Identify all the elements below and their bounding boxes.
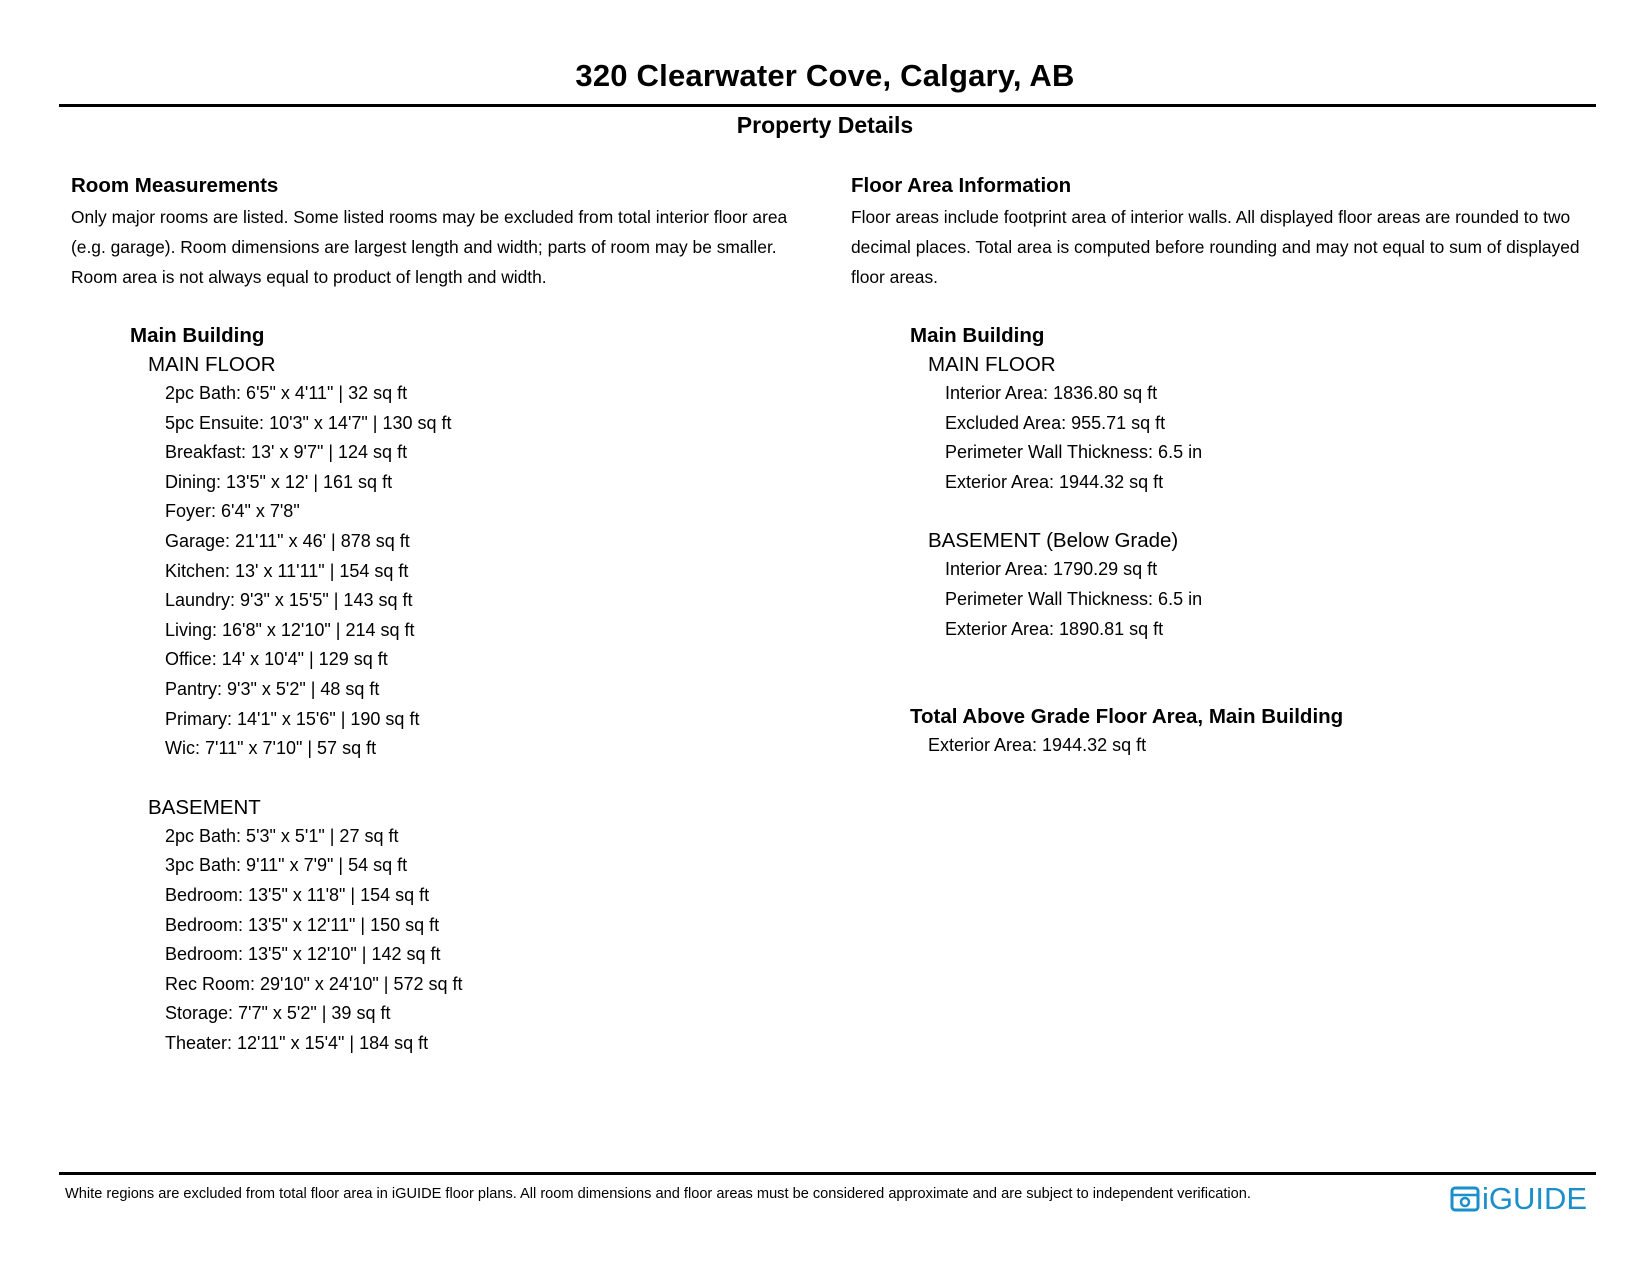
total-area-heading: Total Above Grade Floor Area, Main Building bbox=[910, 705, 1344, 729]
area-item: Perimeter Wall Thickness: 6.5 in bbox=[945, 588, 1203, 609]
room-measurements-desc-line: Room area is not always equal to product of length and width. bbox=[71, 267, 547, 287]
footer-divider bbox=[59, 1172, 1596, 1175]
floor-area-desc-line: Floor areas include footprint area of interior walls. All displayed floor areas are rounded to two bbox=[851, 207, 1571, 227]
room-item: Primary: 14'1" x 15'6" | 190 sq ft bbox=[165, 708, 420, 729]
room-item: Office: 14' x 10'4" | 129 sq ft bbox=[165, 649, 388, 670]
floor-label-main: MAIN FLOOR bbox=[148, 353, 276, 376]
room-item: Garage: 21'11" x 46' | 878 sq ft bbox=[165, 530, 410, 551]
area-item: Exterior Area: 1944.32 sq ft bbox=[945, 471, 1164, 492]
room-item: 5pc Ensuite: 10'3" x 14'7" | 130 sq ft bbox=[165, 412, 452, 433]
room-item: Dining: 13'5" x 12' | 161 sq ft bbox=[165, 471, 393, 492]
room-item: Theater: 12'11" x 15'4" | 184 sq ft bbox=[165, 1032, 429, 1053]
room-item: 2pc Bath: 6'5" x 4'11" | 32 sq ft bbox=[165, 383, 408, 403]
basement-area-list bbox=[945, 555, 1611, 644]
floor-label-basement: BASEMENT bbox=[148, 795, 261, 819]
room-item: 3pc Bath: 9'11" x 7'9" | 54 sq ft bbox=[165, 855, 408, 876]
logo-wordmark: iGUIDE bbox=[1482, 1181, 1588, 1216]
camera-box-icon bbox=[1450, 1184, 1480, 1214]
floor-label-main: MAIN FLOOR bbox=[928, 353, 1056, 376]
room-item: Foyer: 6'4" x 7'8" bbox=[165, 501, 300, 522]
room-item: Bedroom: 13'5" x 12'10" | 142 sq ft bbox=[165, 944, 441, 965]
room-item: Breakfast: 13' x 9'7" | 124 sq ft bbox=[165, 442, 408, 463]
area-item: Interior Area: 1790.29 sq ft bbox=[945, 559, 1158, 580]
room-item: Bedroom: 13'5" x 12'11" | 150 sq ft bbox=[165, 914, 440, 935]
building-label: Main Building bbox=[910, 324, 1045, 347]
area-item: Perimeter Wall Thickness: 6.5 in bbox=[945, 442, 1203, 463]
room-measurements-desc-line: (e.g. garage). Room dimensions are largest length and width; parts of room may be smaller. bbox=[71, 237, 777, 257]
basement-room-list bbox=[165, 822, 811, 1059]
main-floor-room-list bbox=[165, 379, 811, 764]
iguide-logo bbox=[1450, 1181, 1587, 1217]
room-item: Rec Room: 29'10" x 24'10" | 572 sq ft bbox=[165, 973, 463, 994]
floor-area-desc-line: decimal places. Total area is computed before rounding and may not equal to sum of displayed bbox=[851, 237, 1580, 257]
room-item: Kitchen: 13' x 11'11" | 154 sq ft bbox=[165, 560, 409, 581]
room-measurements-heading: Room Measurements bbox=[71, 174, 279, 197]
page-subtitle: Property Details bbox=[736, 112, 914, 138]
floor-label-basement: BASEMENT (Below Grade) bbox=[928, 529, 1179, 553]
room-item: Storage: 7'7" x 5'2" | 39 sq ft bbox=[165, 1003, 391, 1024]
floor-area-desc-line: floor areas. bbox=[851, 267, 938, 287]
floor-area-heading: Floor Area Information bbox=[851, 174, 1072, 197]
floor-area-section bbox=[851, 170, 1611, 760]
room-item: Wic: 7'11" x 7'10" | 57 sq ft bbox=[165, 738, 377, 759]
total-area-value: Exterior Area: 1944.32 sq ft bbox=[928, 735, 1147, 756]
area-item: Exterior Area: 1890.81 sq ft bbox=[945, 618, 1164, 639]
area-item: Excluded Area: 955.71 sq ft bbox=[945, 412, 1166, 433]
room-measurements-desc-line: Only major rooms are listed. Some listed rooms may be excluded from total interior floor area bbox=[71, 207, 788, 227]
room-item: Laundry: 9'3" x 15'5" | 143 sq ft bbox=[165, 590, 413, 611]
area-item: Interior Area: 1836.80 sq ft bbox=[945, 383, 1158, 403]
building-label: Main Building bbox=[130, 324, 265, 347]
room-item: Living: 16'8" x 12'10" | 214 sq ft bbox=[165, 619, 415, 640]
main-floor-area-list bbox=[945, 379, 1611, 497]
page-title: 320 Clearwater Cove, Calgary, AB bbox=[575, 58, 1075, 93]
room-item: 2pc Bath: 5'3" x 5'1" | 27 sq ft bbox=[165, 825, 399, 846]
header-divider bbox=[59, 104, 1596, 107]
footer-note: White regions are excluded from total floor area in iGUIDE floor plans. All room dimensions and floor areas must be considered approximate and are subject to independent verification. bbox=[65, 1186, 1251, 1202]
room-item: Pantry: 9'3" x 5'2" | 48 sq ft bbox=[165, 678, 380, 699]
room-measurements-section bbox=[71, 170, 811, 1058]
room-item: Bedroom: 13'5" x 11'8" | 154 sq ft bbox=[165, 884, 430, 905]
